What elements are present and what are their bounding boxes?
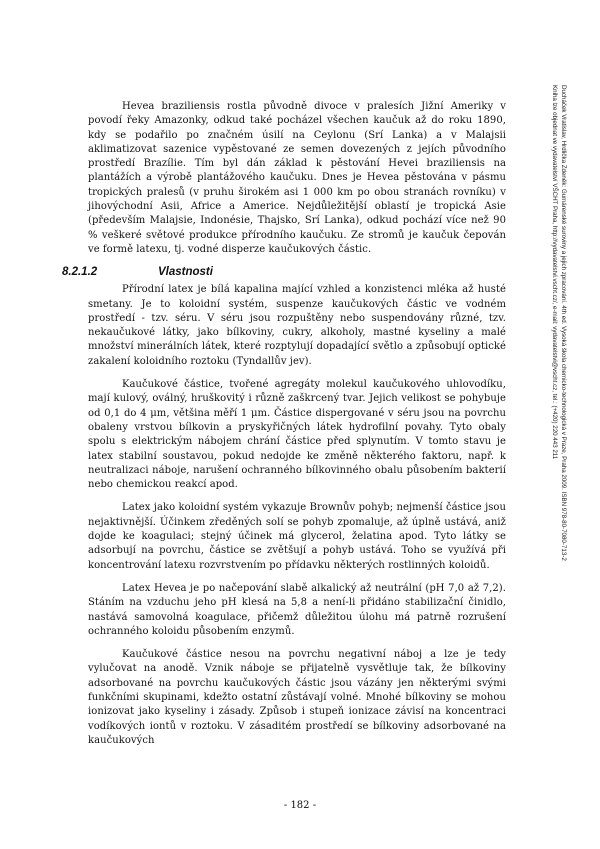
section-heading	[62, 266, 506, 278]
paragraph-negative-charge: Kaučukové částice nesou na povrchu negativní náboj a lze je tedy vylučovat na anodě. Vznik náboje se přijatelně vysvětluje tak, že bílkoviny adsorbované na povrchu kaučukových částic jsou vázány jen některými svými funkčními skupinami, kdežto ostatní zůstávají volné. Mnohé bílkoviny se mohou ionizovat jako kyseliny i zásady. Způsob i stupeň ionizace závisí na koncentraci vodíkových iontů v roztoku. V zásaditém prostředí se bílkoviny adsorbované na kaučukových	[88, 649, 506, 746]
margin-citation-line-1: Ducháček Vratislav, Hrdlička Zdeněk: Gumárenské suroviny a jejich zpracování. 4th ed. Vysoká škola chemicko-technologická v Praze, Praha 2009. ISBN 978-80-7080-713-2	[560, 85, 567, 561]
paragraph-latex-ph: Latex Hevea je po načepování slabě alkalický až neutrální (pH 7,0 až 7,2). Stáním na vzduchu jeho pH klesá na 5,8 a není-li přidáno stabilizační činidlo, nastává samovolná koagulace, přičemž důležitou úlohu má patrně rozrušení ochranného koloidu působením enzymů.	[88, 582, 506, 637]
paragraph-rubber-particles: Kaučukové částice, tvořené agregáty molekul kaučukového uhlovodíku, mají kulový, oválný, hruškovitý i různě zaškrcený tvar. Jejich velikost se pohybuje od 0,1 do 4 μm, většina měří 1 μm. Částice dispergované v séru jsou na povrchu obaleny vrstvou bílkovin a pryskyřičných látek hydrofilní povahy. Tyto obaly spolu s elektrickým nábojem chrání částice před splynutím. V tomto stavu je latex stabilní soustavou, pokud nedojde ke změně některého faktoru, např. k neutralizaci náboje, narušení ochranného bílkovinného obalu působením bakterií nebo chemickou reakcí apod.	[88, 379, 506, 491]
paragraph-hevea-history: Hevea braziliensis rostla původně divoce v pralesích Jižní Ameriky v povodí řeky Amazonky, odkud také pocházel všechen kaučuk až do roku 1890, kdy se podařilo po značném úsilí na Ceylonu (Srí Lanka) a v Malajsii aklimatizovat sazenice vypěstované ze semen dovezených z jejích původního prostředí Brazílie. Tím byl dán základ k pěstování Hevei braziliensis na plantážích a výrobě plantážového kaučuku. Dnes je Hevea pěstována v pásmu tropických pralesů (v pruhu širokém asi 1 000 km po obou stranách rovníku) v jihovýchodní Asii, Africe a Americe. Nejdůležitější oblastí je tropická Asie (především Malajsie, Indonésie, Thajsko, Srí Lanka), odkud pochází více než 90 % veškeré světové produkce přírodního kaučuku. Ze stromů je kaučuk čepován ve formě latexu, tj. vodné disperze kaučukových částic.	[88, 101, 506, 255]
page-content	[62, 100, 506, 757]
margin-citation-line-2: Kniha lze objednat ve vydavatelství VŠCHT Praha, http://vydavatelstvi.vscht.cz/, e-mail: vydavatelstvi@vscht.cz, tel.: (+420) 220 443 211	[551, 85, 558, 460]
page-number: - 182 -	[283, 800, 317, 811]
margin-citation	[550, 85, 568, 645]
section-title: Vlastnosti	[158, 266, 213, 279]
paragraph-latex-description: Přírodní latex je bílá kapalina mající vzhled a konzistenci mléka až husté smetany. Je to koloidní systém, suspenze kaučukových částic ve vodném prostředí - tzv. séru. V séru jsou rozpuštěny nebo suspendovány různé, tzv. nekaučukové látky, jako bílkoviny, cukry, alkoholy, mastné kyseliny a malé množství minerálních látek, které rozptylují dopadající světlo a způsobují optické zakalení koloidního roztoku (Tyndallův jev).	[88, 284, 506, 367]
paragraph-brownian-motion: Latex jako koloidní systém vykazuje Brownův pohyb; nejmenší částice jsou nejaktivnější. Účinkem zředěných solí se pohyb zpomaluje, až úplně ustává, aniž dojde ke koagulaci; stejný účinek má glycerol, želatina apod. Tyto látky se adsorbují na povrchu, částice se zvětšují a pohyb ustává. Toho se využívá při koncentrování latexu rozvrstvením po přídavku některých rostlinných koloidů.	[88, 502, 506, 571]
section-number: 8.2.1.2	[62, 266, 98, 279]
